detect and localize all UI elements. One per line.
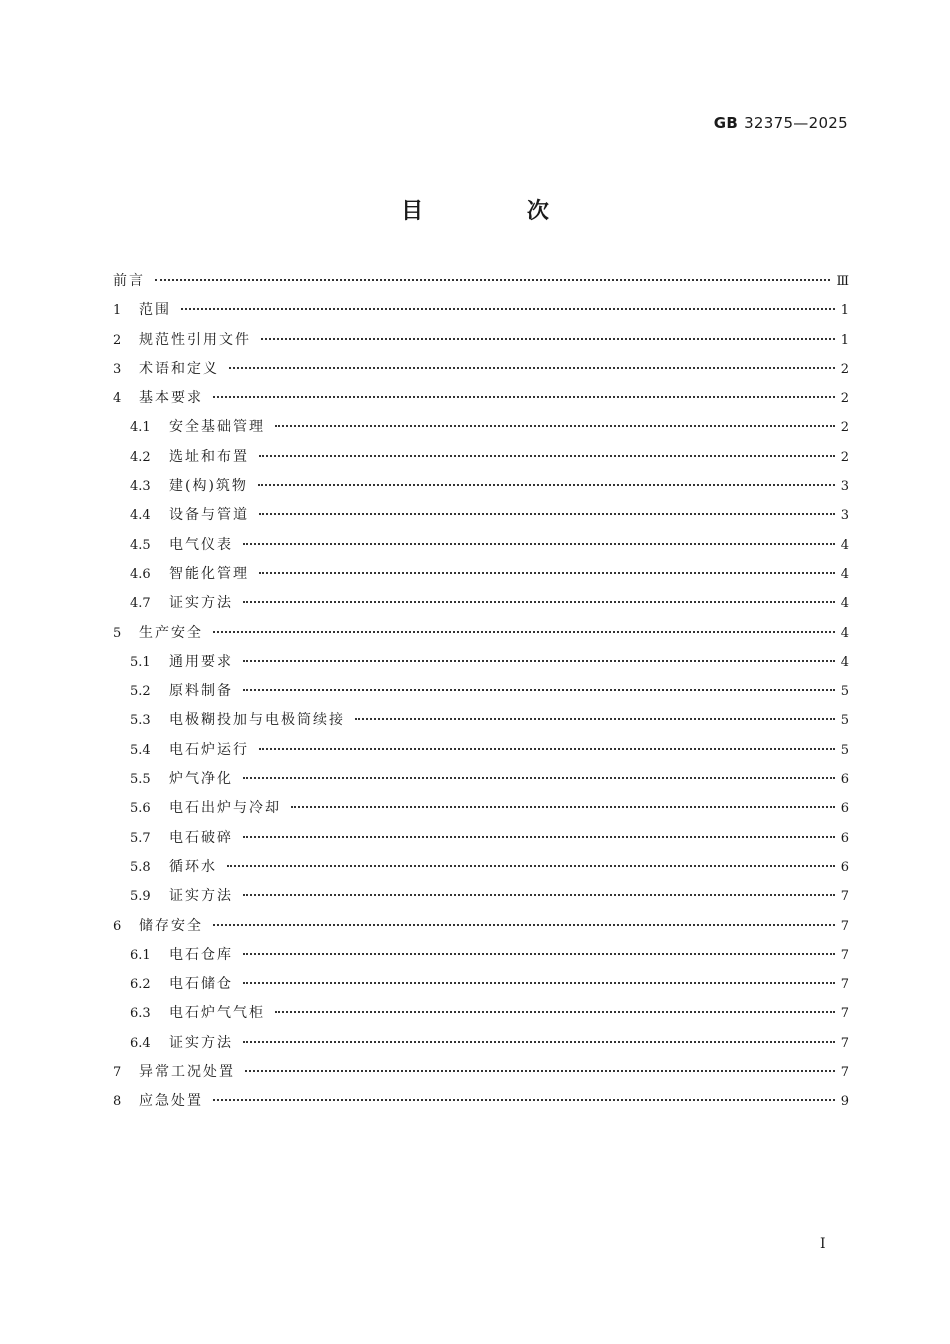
toc-dot-leader (261, 337, 835, 340)
toc-entry[interactable] (113, 504, 849, 533)
toc-entry-number: 2 (113, 332, 122, 348)
toc-entry-page: 3 (840, 508, 849, 524)
toc-entry-title: 证实方法 (169, 1034, 233, 1051)
toc-entry-page: 1 (840, 303, 849, 319)
toc-dot-leader (243, 659, 835, 662)
toc-entry-title: 前言 (113, 273, 145, 289)
toc-dot-leader (275, 1010, 835, 1013)
toc-entry[interactable] (113, 475, 849, 504)
toc-entry-page: 9 (840, 1094, 849, 1110)
toc-entry[interactable] (113, 1032, 849, 1061)
toc-entry[interactable] (113, 563, 849, 592)
toc-entry-page: 6 (840, 830, 849, 846)
toc-dot-leader (213, 630, 835, 633)
toc-dot-leader (155, 278, 830, 281)
toc-entry-page: 1 (840, 332, 849, 348)
toc-entry-number: 5.6 (130, 801, 151, 817)
standard-number: 32375—2025 (744, 114, 848, 132)
toc-entry-number: 6.4 (130, 1035, 151, 1051)
toc-entry-number: 5.8 (130, 859, 151, 875)
toc-entry-page: 7 (840, 1035, 849, 1051)
toc-entry-title: 安全基础管理 (169, 419, 265, 436)
toc-dot-leader (213, 923, 835, 926)
toc-entry-page: 3 (840, 479, 849, 495)
toc-entry-page: 7 (840, 977, 849, 993)
toc-entry-number: 6.3 (130, 1006, 151, 1022)
toc-entry[interactable] (113, 885, 849, 914)
toc-entry-number: 4 (113, 391, 122, 407)
toc-dot-leader (213, 1098, 835, 1101)
toc-entry-page: 5 (840, 684, 849, 700)
toc-entry-number: 5.5 (130, 772, 151, 788)
toc-entry[interactable] (113, 622, 849, 651)
toc-entry[interactable] (113, 856, 849, 885)
toc-entry[interactable] (113, 358, 849, 387)
toc-entry-page: 7 (840, 947, 849, 963)
toc-entry-number: 5.3 (130, 713, 151, 729)
toc-entry-title: 储存安全 (139, 917, 203, 934)
toc-entry[interactable] (113, 709, 849, 738)
toc-entry-number: 5 (113, 625, 122, 641)
toc-entry-page: 4 (840, 566, 849, 582)
standard-prefix: GB (713, 114, 739, 132)
toc-entry-number: 5.1 (130, 654, 151, 670)
toc-entry-number: 4.6 (130, 566, 151, 582)
toc-entry[interactable] (113, 915, 849, 944)
toc-entry-title: 电石仓库 (169, 946, 233, 963)
toc-entry-page: 6 (840, 801, 849, 817)
toc-dot-leader (243, 893, 835, 896)
toc-entry-page: 2 (840, 361, 849, 377)
toc-entry-title: 电石破碎 (169, 829, 233, 846)
toc-entry-page: 4 (840, 537, 849, 553)
toc-entry-number: 4.3 (130, 479, 151, 495)
toc-entry-title: 电石出炉与冷却 (169, 800, 281, 817)
toc-entry-number: 8 (113, 1094, 122, 1110)
toc-entry-title: 范围 (139, 302, 171, 319)
toc-entry-page: 7 (840, 1006, 849, 1022)
toc-entry[interactable] (113, 973, 849, 1002)
toc-entry-number: 5.2 (130, 684, 151, 700)
toc-dot-leader (259, 454, 835, 457)
toc-entry[interactable] (113, 416, 849, 445)
toc-entry-number: 7 (113, 1065, 122, 1081)
toc-entry-number: 4.7 (130, 596, 151, 612)
toc-dot-leader (259, 571, 835, 574)
toc-entry-title: 证实方法 (169, 595, 233, 612)
toc-dot-leader (259, 512, 835, 515)
toc-dot-leader (291, 805, 835, 808)
toc-entry-number: 4.5 (130, 537, 151, 553)
toc-entry-title: 应急处置 (139, 1093, 203, 1110)
toc-dot-leader (275, 424, 835, 427)
toc-entry[interactable] (113, 768, 849, 797)
toc-entry-title: 原料制备 (169, 683, 233, 700)
toc-entry[interactable] (113, 592, 849, 621)
toc-dot-leader (243, 1040, 835, 1043)
toc-entry-page: 4 (840, 596, 849, 612)
toc-entry-title: 电石储仓 (169, 976, 233, 993)
toc-entry-number: 4.4 (130, 508, 151, 524)
toc-entry-title: 电石炉运行 (169, 741, 249, 758)
toc-entry[interactable] (113, 680, 849, 709)
toc-entry-title: 建(构)筑物 (169, 478, 248, 495)
toc-dot-leader (229, 366, 835, 369)
toc-entry[interactable] (113, 534, 849, 563)
toc-entry[interactable] (113, 739, 849, 768)
toc-dot-leader (243, 688, 835, 691)
toc-dot-leader (243, 776, 835, 779)
standard-code (714, 114, 848, 132)
toc-entry-page: 7 (840, 889, 849, 905)
toc-entry-page: 5 (840, 713, 849, 729)
toc-entry-page: 6 (840, 772, 849, 788)
toc-entry-title: 循环水 (169, 858, 217, 875)
toc-entry-number: 5.9 (130, 889, 151, 905)
toc-entry-page: 2 (840, 449, 849, 465)
toc-entry-title: 生产安全 (139, 624, 203, 641)
toc-entry-number: 3 (113, 361, 122, 377)
toc-entry[interactable] (113, 944, 849, 973)
toc-entry-title: 基本要求 (139, 390, 203, 407)
toc-entry-title: 术语和定义 (139, 360, 219, 377)
toc-dot-leader (213, 395, 835, 398)
toc-entry-title: 电极糊投加与电极筒续接 (169, 712, 345, 729)
toc-entry[interactable] (113, 1090, 849, 1119)
toc-dot-leader (245, 1069, 835, 1072)
toc-entry-title: 通用要求 (169, 653, 233, 670)
toc-entry[interactable] (113, 446, 849, 475)
toc-entry-page: 2 (840, 420, 849, 436)
toc-entry-page: 6 (840, 859, 849, 875)
toc-entry-page: 7 (840, 1065, 849, 1081)
page-footer-number: I (820, 1236, 826, 1252)
toc-entry[interactable] (113, 651, 849, 680)
toc-entry-title: 电石炉气气柜 (169, 1005, 265, 1022)
toc-dot-leader (243, 952, 835, 955)
toc-entry[interactable] (113, 797, 849, 826)
toc-entry[interactable] (113, 1061, 849, 1090)
toc-entry-title: 选址和布置 (169, 448, 249, 465)
toc-entry[interactable] (113, 299, 849, 328)
toc-entry-title: 规范性引用文件 (139, 331, 251, 348)
toc-title: 目 次 (401, 199, 597, 224)
toc-entry[interactable] (113, 329, 849, 358)
toc-entry-page: 7 (840, 918, 849, 934)
toc-dot-leader (258, 483, 835, 486)
toc-entry-title: 电气仪表 (169, 536, 233, 553)
toc-entry-number: 6 (113, 918, 122, 934)
toc-entry[interactable] (113, 1002, 849, 1031)
toc-entry-number: 6.1 (130, 947, 151, 963)
toc-entry-number: 4.2 (130, 449, 151, 465)
toc-entry-page: 2 (840, 391, 849, 407)
toc-dot-leader (227, 864, 835, 867)
toc-entry-title: 炉气净化 (169, 771, 233, 788)
toc-dot-leader (259, 747, 835, 750)
toc-dot-leader (243, 835, 835, 838)
toc-entry-title: 设备与管道 (169, 507, 249, 524)
toc-entry-number: 6.2 (130, 977, 151, 993)
toc-entry-page: Ⅲ (836, 274, 849, 289)
toc-entry-title: 智能化管理 (169, 565, 249, 582)
toc-entry[interactable] (113, 270, 849, 299)
toc-entry-page: 4 (840, 625, 849, 641)
toc-entry-title: 异常工况处置 (139, 1064, 235, 1081)
toc-entry-title: 证实方法 (169, 888, 233, 905)
toc-entry-number: 1 (113, 303, 122, 319)
toc-entry-page: 5 (840, 742, 849, 758)
toc-dot-leader (355, 717, 835, 720)
toc-entry[interactable] (113, 827, 849, 856)
toc-entry-number: 4.1 (130, 420, 151, 436)
toc-entry[interactable] (113, 387, 849, 416)
toc-dot-leader (181, 307, 835, 310)
toc-entry-number: 5.4 (130, 742, 151, 758)
toc-entry-number: 5.7 (130, 830, 151, 846)
toc-dot-leader (243, 542, 835, 545)
toc-list (113, 270, 849, 1120)
toc-dot-leader (243, 981, 835, 984)
toc-entry-page: 4 (840, 654, 849, 670)
toc-dot-leader (243, 600, 835, 603)
